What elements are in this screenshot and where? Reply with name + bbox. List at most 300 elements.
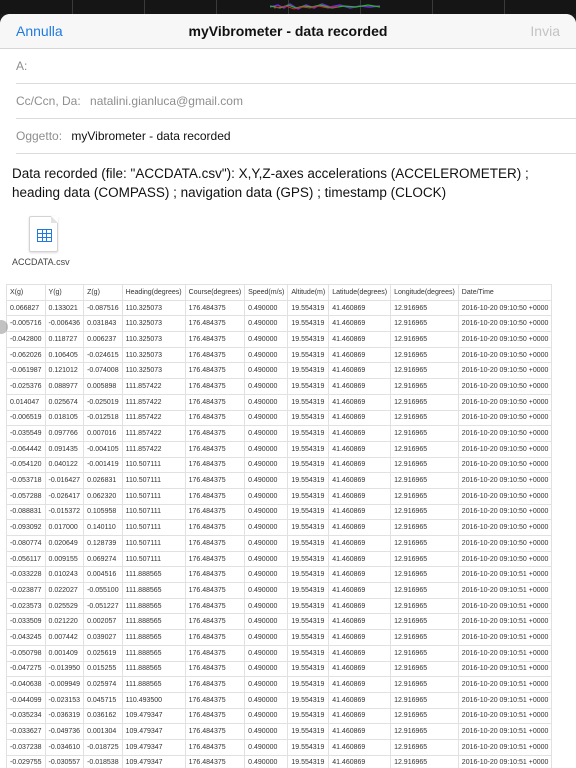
table-cell: -0.024615 <box>84 347 123 363</box>
table-cell: 41.460869 <box>329 441 391 457</box>
subject-value: myVibrometer - data recorded <box>71 129 231 143</box>
table-cell: -0.035549 <box>7 426 46 442</box>
table-cell: 0.490000 <box>245 598 288 614</box>
table-cell: 110.325073 <box>122 316 185 332</box>
spreadsheet-file-icon <box>29 216 58 252</box>
table-cell: 12.916965 <box>391 379 459 395</box>
table-cell: 0.118727 <box>45 332 84 348</box>
table-row <box>7 755 552 768</box>
table-row <box>7 677 552 693</box>
table-cell: 0.001409 <box>45 645 84 661</box>
table-cell: 110.325073 <box>122 332 185 348</box>
background-waveform <box>270 2 380 11</box>
table-cell: 41.460869 <box>329 536 391 552</box>
cc-bcc-from-field[interactable] <box>16 84 576 119</box>
column-header: Course(degrees) <box>185 285 245 301</box>
table-row <box>7 300 552 316</box>
table-cell: 2016-10-20 09:10:51 +0000 <box>458 661 552 677</box>
table-cell: 0.020649 <box>45 536 84 552</box>
table-cell: 12.916965 <box>391 457 459 473</box>
table-cell: -0.030557 <box>45 755 84 768</box>
table-cell: 110.325073 <box>122 347 185 363</box>
table-cell: 0.490000 <box>245 645 288 661</box>
table-cell: 41.460869 <box>329 379 391 395</box>
table-cell: 176.484375 <box>185 598 245 614</box>
table-cell: 0.490000 <box>245 394 288 410</box>
table-cell: 41.460869 <box>329 677 391 693</box>
table-cell: 2016-10-20 09:10:51 +0000 <box>458 598 552 614</box>
column-header: Latitude(degrees) <box>329 285 391 301</box>
table-cell: 19.554319 <box>288 332 329 348</box>
table-cell: -0.040638 <box>7 677 46 693</box>
table-cell: 109.479347 <box>122 755 185 768</box>
table-cell: 12.916965 <box>391 661 459 677</box>
table-cell: 0.026831 <box>84 473 123 489</box>
table-cell: 176.484375 <box>185 661 245 677</box>
table-cell: 2016-10-20 09:10:50 +0000 <box>458 473 552 489</box>
table-cell: 2016-10-20 09:10:51 +0000 <box>458 755 552 768</box>
table-cell: 19.554319 <box>288 598 329 614</box>
table-cell: 0.128739 <box>84 536 123 552</box>
table-cell: 0.490000 <box>245 457 288 473</box>
table-cell: 41.460869 <box>329 332 391 348</box>
table-cell: -0.001419 <box>84 457 123 473</box>
table-cell: 2016-10-20 09:10:51 +0000 <box>458 739 552 755</box>
table-cell: 176.484375 <box>185 645 245 661</box>
table-cell: 41.460869 <box>329 551 391 567</box>
table-cell: -0.034610 <box>45 739 84 755</box>
table-row <box>7 536 552 552</box>
table-cell: 19.554319 <box>288 661 329 677</box>
table-cell: 0.490000 <box>245 426 288 442</box>
table-cell: 176.484375 <box>185 347 245 363</box>
table-cell: -0.064442 <box>7 441 46 457</box>
table-cell: 111.857422 <box>122 426 185 442</box>
table-cell: -0.088831 <box>7 504 46 520</box>
table-cell: 0.039027 <box>84 630 123 646</box>
to-field[interactable] <box>16 49 576 84</box>
table-cell: 19.554319 <box>288 567 329 583</box>
table-cell: 0.490000 <box>245 536 288 552</box>
table-cell: 0.031843 <box>84 316 123 332</box>
table-cell: -0.018538 <box>84 755 123 768</box>
table-cell: 12.916965 <box>391 708 459 724</box>
table-cell: 0.490000 <box>245 410 288 426</box>
subject-field[interactable] <box>16 119 576 154</box>
table-cell: 176.484375 <box>185 457 245 473</box>
table-cell: 12.916965 <box>391 739 459 755</box>
table-cell: 0.490000 <box>245 504 288 520</box>
table-cell: 0.490000 <box>245 739 288 755</box>
table-cell: 176.484375 <box>185 692 245 708</box>
table-row <box>7 614 552 630</box>
table-cell: -0.044099 <box>7 692 46 708</box>
table-cell: 0.490000 <box>245 363 288 379</box>
table-cell: 41.460869 <box>329 692 391 708</box>
from-address: natalini.gianluca@gmail.com <box>90 94 243 108</box>
table-row <box>7 394 552 410</box>
table-cell: 2016-10-20 09:10:51 +0000 <box>458 708 552 724</box>
table-cell: 110.507111 <box>122 536 185 552</box>
table-cell: 111.857422 <box>122 441 185 457</box>
to-label: A: <box>16 59 28 73</box>
table-cell: 110.493500 <box>122 692 185 708</box>
table-row <box>7 645 552 661</box>
table-cell: 176.484375 <box>185 677 245 693</box>
table-cell: -0.026417 <box>45 488 84 504</box>
table-cell: 41.460869 <box>329 614 391 630</box>
table-cell: 12.916965 <box>391 441 459 457</box>
table-cell: 41.460869 <box>329 739 391 755</box>
column-header: Altitude(m) <box>288 285 329 301</box>
table-row <box>7 661 552 677</box>
table-header-row <box>7 285 552 301</box>
table-row <box>7 441 552 457</box>
table-cell: -0.047275 <box>7 661 46 677</box>
table-row <box>7 551 552 567</box>
table-cell: 0.490000 <box>245 551 288 567</box>
table-cell: 176.484375 <box>185 755 245 768</box>
table-cell: 0.009155 <box>45 551 84 567</box>
table-cell: 41.460869 <box>329 347 391 363</box>
table-cell: 110.507111 <box>122 520 185 536</box>
table-cell: 41.460869 <box>329 473 391 489</box>
table-cell: 110.325073 <box>122 363 185 379</box>
table-cell: 2016-10-20 09:10:51 +0000 <box>458 692 552 708</box>
table-cell: 0.001304 <box>84 724 123 740</box>
table-cell: 111.888565 <box>122 614 185 630</box>
table-cell: 111.888565 <box>122 661 185 677</box>
table-cell: 176.484375 <box>185 300 245 316</box>
table-cell: 19.554319 <box>288 379 329 395</box>
table-cell: 0.088977 <box>45 379 84 395</box>
table-cell: 41.460869 <box>329 724 391 740</box>
table-row <box>7 316 552 332</box>
table-cell: 41.460869 <box>329 410 391 426</box>
table-row <box>7 598 552 614</box>
table-cell: -0.012518 <box>84 410 123 426</box>
table-cell: 12.916965 <box>391 755 459 768</box>
background-app-strip <box>0 0 576 14</box>
table-cell: -0.018725 <box>84 739 123 755</box>
table-row <box>7 630 552 646</box>
message-body-text[interactable]: Data recorded (file: "ACCDATA.csv"): X,Y,Z-axes accelerations (ACCELEROMETER) ; heading data (COMPASS) ; navigation data (GPS) ; timestamp (CLOCK) <box>12 166 529 200</box>
table-cell: -0.023877 <box>7 583 46 599</box>
table-cell: 41.460869 <box>329 520 391 536</box>
table-cell: 110.325073 <box>122 300 185 316</box>
attachment-name: ACCDATA.csv <box>12 257 70 267</box>
table-cell: 176.484375 <box>185 379 245 395</box>
data-table-container <box>6 284 576 768</box>
table-cell: 12.916965 <box>391 536 459 552</box>
table-cell: 0.025619 <box>84 645 123 661</box>
column-header: X(g) <box>7 285 46 301</box>
table-cell: -0.055100 <box>84 583 123 599</box>
table-cell: 176.484375 <box>185 504 245 520</box>
table-cell: 0.490000 <box>245 692 288 708</box>
table-cell: 19.554319 <box>288 410 329 426</box>
table-cell: 41.460869 <box>329 316 391 332</box>
table-cell: 176.484375 <box>185 473 245 489</box>
table-cell: 111.888565 <box>122 583 185 599</box>
table-cell: 2016-10-20 09:10:50 +0000 <box>458 457 552 473</box>
table-cell: -0.051227 <box>84 598 123 614</box>
table-cell: 2016-10-20 09:10:50 +0000 <box>458 316 552 332</box>
table-cell: 0.025674 <box>45 394 84 410</box>
table-row <box>7 379 552 395</box>
table-cell: 2016-10-20 09:10:50 +0000 <box>458 379 552 395</box>
table-cell: 12.916965 <box>391 316 459 332</box>
table-cell: 0.490000 <box>245 567 288 583</box>
send-button[interactable]: Invia <box>530 23 560 39</box>
table-row <box>7 410 552 426</box>
table-row <box>7 724 552 740</box>
table-cell: 12.916965 <box>391 645 459 661</box>
table-cell: 110.507111 <box>122 551 185 567</box>
table-cell: 12.916965 <box>391 300 459 316</box>
table-cell: 0.490000 <box>245 332 288 348</box>
table-cell: 176.484375 <box>185 724 245 740</box>
background-grid-line <box>216 0 217 14</box>
table-cell: -0.033627 <box>7 724 46 740</box>
table-cell: 0.490000 <box>245 755 288 768</box>
table-cell: 111.888565 <box>122 598 185 614</box>
table-cell: 111.857422 <box>122 394 185 410</box>
table-cell: 2016-10-20 09:10:51 +0000 <box>458 630 552 646</box>
column-header: Y(g) <box>45 285 84 301</box>
table-cell: 0.490000 <box>245 316 288 332</box>
table-cell: -0.025019 <box>84 394 123 410</box>
column-header: Z(g) <box>84 285 123 301</box>
table-cell: 41.460869 <box>329 363 391 379</box>
table-row <box>7 583 552 599</box>
table-cell: 2016-10-20 09:10:50 +0000 <box>458 394 552 410</box>
table-row <box>7 692 552 708</box>
table-cell: -0.013950 <box>45 661 84 677</box>
table-cell: 2016-10-20 09:10:51 +0000 <box>458 567 552 583</box>
table-cell: 0.006237 <box>84 332 123 348</box>
table-cell: 2016-10-20 09:10:50 +0000 <box>458 441 552 457</box>
table-cell: 176.484375 <box>185 410 245 426</box>
table-cell: 41.460869 <box>329 598 391 614</box>
table-cell: 2016-10-20 09:10:50 +0000 <box>458 426 552 442</box>
table-cell: -0.005716 <box>7 316 46 332</box>
table-cell: 110.507111 <box>122 457 185 473</box>
table-cell: 19.554319 <box>288 504 329 520</box>
table-cell: 12.916965 <box>391 692 459 708</box>
cancel-button[interactable]: Annulla <box>16 23 63 39</box>
table-cell: 0.490000 <box>245 708 288 724</box>
table-cell: 2016-10-20 09:10:50 +0000 <box>458 551 552 567</box>
table-cell: 0.062320 <box>84 488 123 504</box>
table-cell: 111.857422 <box>122 379 185 395</box>
table-cell: 12.916965 <box>391 614 459 630</box>
table-cell: 0.097766 <box>45 426 84 442</box>
subject-label: Oggetto: <box>16 129 63 143</box>
table-cell: 41.460869 <box>329 755 391 768</box>
table-cell: 176.484375 <box>185 630 245 646</box>
table-cell: 19.554319 <box>288 677 329 693</box>
attachment[interactable] <box>12 216 72 267</box>
table-cell: 2016-10-20 09:10:50 +0000 <box>458 504 552 520</box>
table-cell: 176.484375 <box>185 316 245 332</box>
table-row <box>7 504 552 520</box>
table-cell: 0.490000 <box>245 583 288 599</box>
table-cell: 0.017000 <box>45 520 84 536</box>
table-cell: 110.507111 <box>122 488 185 504</box>
table-cell: 12.916965 <box>391 410 459 426</box>
table-cell: 0.021220 <box>45 614 84 630</box>
table-row <box>7 708 552 724</box>
table-cell: 110.507111 <box>122 473 185 489</box>
mail-compose-sheet <box>0 14 576 768</box>
table-cell: 0.014047 <box>7 394 46 410</box>
table-cell: 12.916965 <box>391 394 459 410</box>
table-cell: 0.025529 <box>45 598 84 614</box>
table-cell: 176.484375 <box>185 536 245 552</box>
table-cell: -0.009949 <box>45 677 84 693</box>
table-cell: 176.484375 <box>185 332 245 348</box>
table-cell: 0.025974 <box>84 677 123 693</box>
table-cell: 0.133021 <box>45 300 84 316</box>
table-cell: 176.484375 <box>185 551 245 567</box>
table-row <box>7 332 552 348</box>
table-cell: 41.460869 <box>329 394 391 410</box>
table-cell: 0.002057 <box>84 614 123 630</box>
table-cell: -0.025376 <box>7 379 46 395</box>
table-cell: 176.484375 <box>185 363 245 379</box>
table-cell: 19.554319 <box>288 708 329 724</box>
table-cell: 41.460869 <box>329 708 391 724</box>
table-cell: 2016-10-20 09:10:50 +0000 <box>458 300 552 316</box>
table-cell: 0.490000 <box>245 630 288 646</box>
table-cell: 2016-10-20 09:10:50 +0000 <box>458 520 552 536</box>
table-cell: 41.460869 <box>329 567 391 583</box>
table-cell: 0.490000 <box>245 473 288 489</box>
table-cell: -0.056117 <box>7 551 46 567</box>
table-cell: 109.479347 <box>122 724 185 740</box>
table-cell: -0.006436 <box>45 316 84 332</box>
table-cell: 111.888565 <box>122 677 185 693</box>
table-row <box>7 347 552 363</box>
table-cell: -0.053718 <box>7 473 46 489</box>
table-cell: 176.484375 <box>185 614 245 630</box>
table-cell: -0.006519 <box>7 410 46 426</box>
table-cell: 176.484375 <box>185 394 245 410</box>
table-cell: 111.888565 <box>122 567 185 583</box>
table-cell: -0.050798 <box>7 645 46 661</box>
table-cell: 0.490000 <box>245 677 288 693</box>
table-cell: -0.015372 <box>45 504 84 520</box>
table-cell: 0.022027 <box>45 583 84 599</box>
table-cell: 12.916965 <box>391 551 459 567</box>
table-cell: -0.037238 <box>7 739 46 755</box>
table-cell: 2016-10-20 09:10:51 +0000 <box>458 645 552 661</box>
table-cell: 19.554319 <box>288 520 329 536</box>
table-cell: 19.554319 <box>288 394 329 410</box>
table-cell: 19.554319 <box>288 692 329 708</box>
table-cell: 12.916965 <box>391 504 459 520</box>
table-cell: 176.484375 <box>185 567 245 583</box>
table-cell: 2016-10-20 09:10:51 +0000 <box>458 614 552 630</box>
table-cell: 109.479347 <box>122 739 185 755</box>
table-row <box>7 473 552 489</box>
table-cell: 111.857422 <box>122 410 185 426</box>
table-cell: -0.074008 <box>84 363 123 379</box>
table-cell: -0.029755 <box>7 755 46 768</box>
table-row <box>7 739 552 755</box>
table-cell: 41.460869 <box>329 583 391 599</box>
table-cell: 0.490000 <box>245 488 288 504</box>
table-body <box>7 300 552 768</box>
data-table <box>6 284 552 768</box>
table-cell: 12.916965 <box>391 583 459 599</box>
table-cell: 0.015255 <box>84 661 123 677</box>
table-cell: 19.554319 <box>288 536 329 552</box>
table-row <box>7 426 552 442</box>
table-cell: -0.087516 <box>84 300 123 316</box>
table-cell: 0.490000 <box>245 661 288 677</box>
table-cell: 0.121012 <box>45 363 84 379</box>
table-cell: 0.007016 <box>84 426 123 442</box>
table-cell: -0.033228 <box>7 567 46 583</box>
table-cell: 41.460869 <box>329 426 391 442</box>
background-grid-line <box>144 0 145 14</box>
table-cell: 0.490000 <box>245 300 288 316</box>
table-cell: 0.045715 <box>84 692 123 708</box>
table-cell: 41.460869 <box>329 457 391 473</box>
table-cell: 41.460869 <box>329 645 391 661</box>
table-cell: 176.484375 <box>185 708 245 724</box>
table-cell: 111.888565 <box>122 630 185 646</box>
table-cell: 109.479347 <box>122 708 185 724</box>
table-cell: 0.140110 <box>84 520 123 536</box>
table-cell: -0.080774 <box>7 536 46 552</box>
compose-title: myVibrometer - data recorded <box>188 23 388 39</box>
table-cell: -0.023153 <box>45 692 84 708</box>
table-cell: 2016-10-20 09:10:51 +0000 <box>458 677 552 693</box>
table-cell: 0.036162 <box>84 708 123 724</box>
table-cell: 0.018105 <box>45 410 84 426</box>
table-cell: 0.091435 <box>45 441 84 457</box>
table-cell: 0.066827 <box>7 300 46 316</box>
table-cell: -0.062026 <box>7 347 46 363</box>
table-cell: 19.554319 <box>288 583 329 599</box>
table-cell: 19.554319 <box>288 426 329 442</box>
table-cell: 19.554319 <box>288 347 329 363</box>
table-cell: 19.554319 <box>288 630 329 646</box>
table-cell: 12.916965 <box>391 426 459 442</box>
table-cell: -0.043245 <box>7 630 46 646</box>
table-cell: -0.042800 <box>7 332 46 348</box>
table-cell: 12.916965 <box>391 473 459 489</box>
table-cell: 0.010243 <box>45 567 84 583</box>
table-cell: 2016-10-20 09:10:50 +0000 <box>458 363 552 379</box>
table-cell: 2016-10-20 09:10:51 +0000 <box>458 583 552 599</box>
column-header: Longitude(degrees) <box>391 285 459 301</box>
table-cell: 12.916965 <box>391 347 459 363</box>
background-grid-line <box>432 0 433 14</box>
table-cell: 19.554319 <box>288 614 329 630</box>
table-row <box>7 488 552 504</box>
table-cell: -0.035234 <box>7 708 46 724</box>
table-cell: -0.023573 <box>7 598 46 614</box>
table-cell: 19.554319 <box>288 724 329 740</box>
table-cell: 19.554319 <box>288 488 329 504</box>
table-cell: 41.460869 <box>329 504 391 520</box>
background-grid-line <box>72 0 73 14</box>
table-cell: 2016-10-20 09:10:50 +0000 <box>458 410 552 426</box>
